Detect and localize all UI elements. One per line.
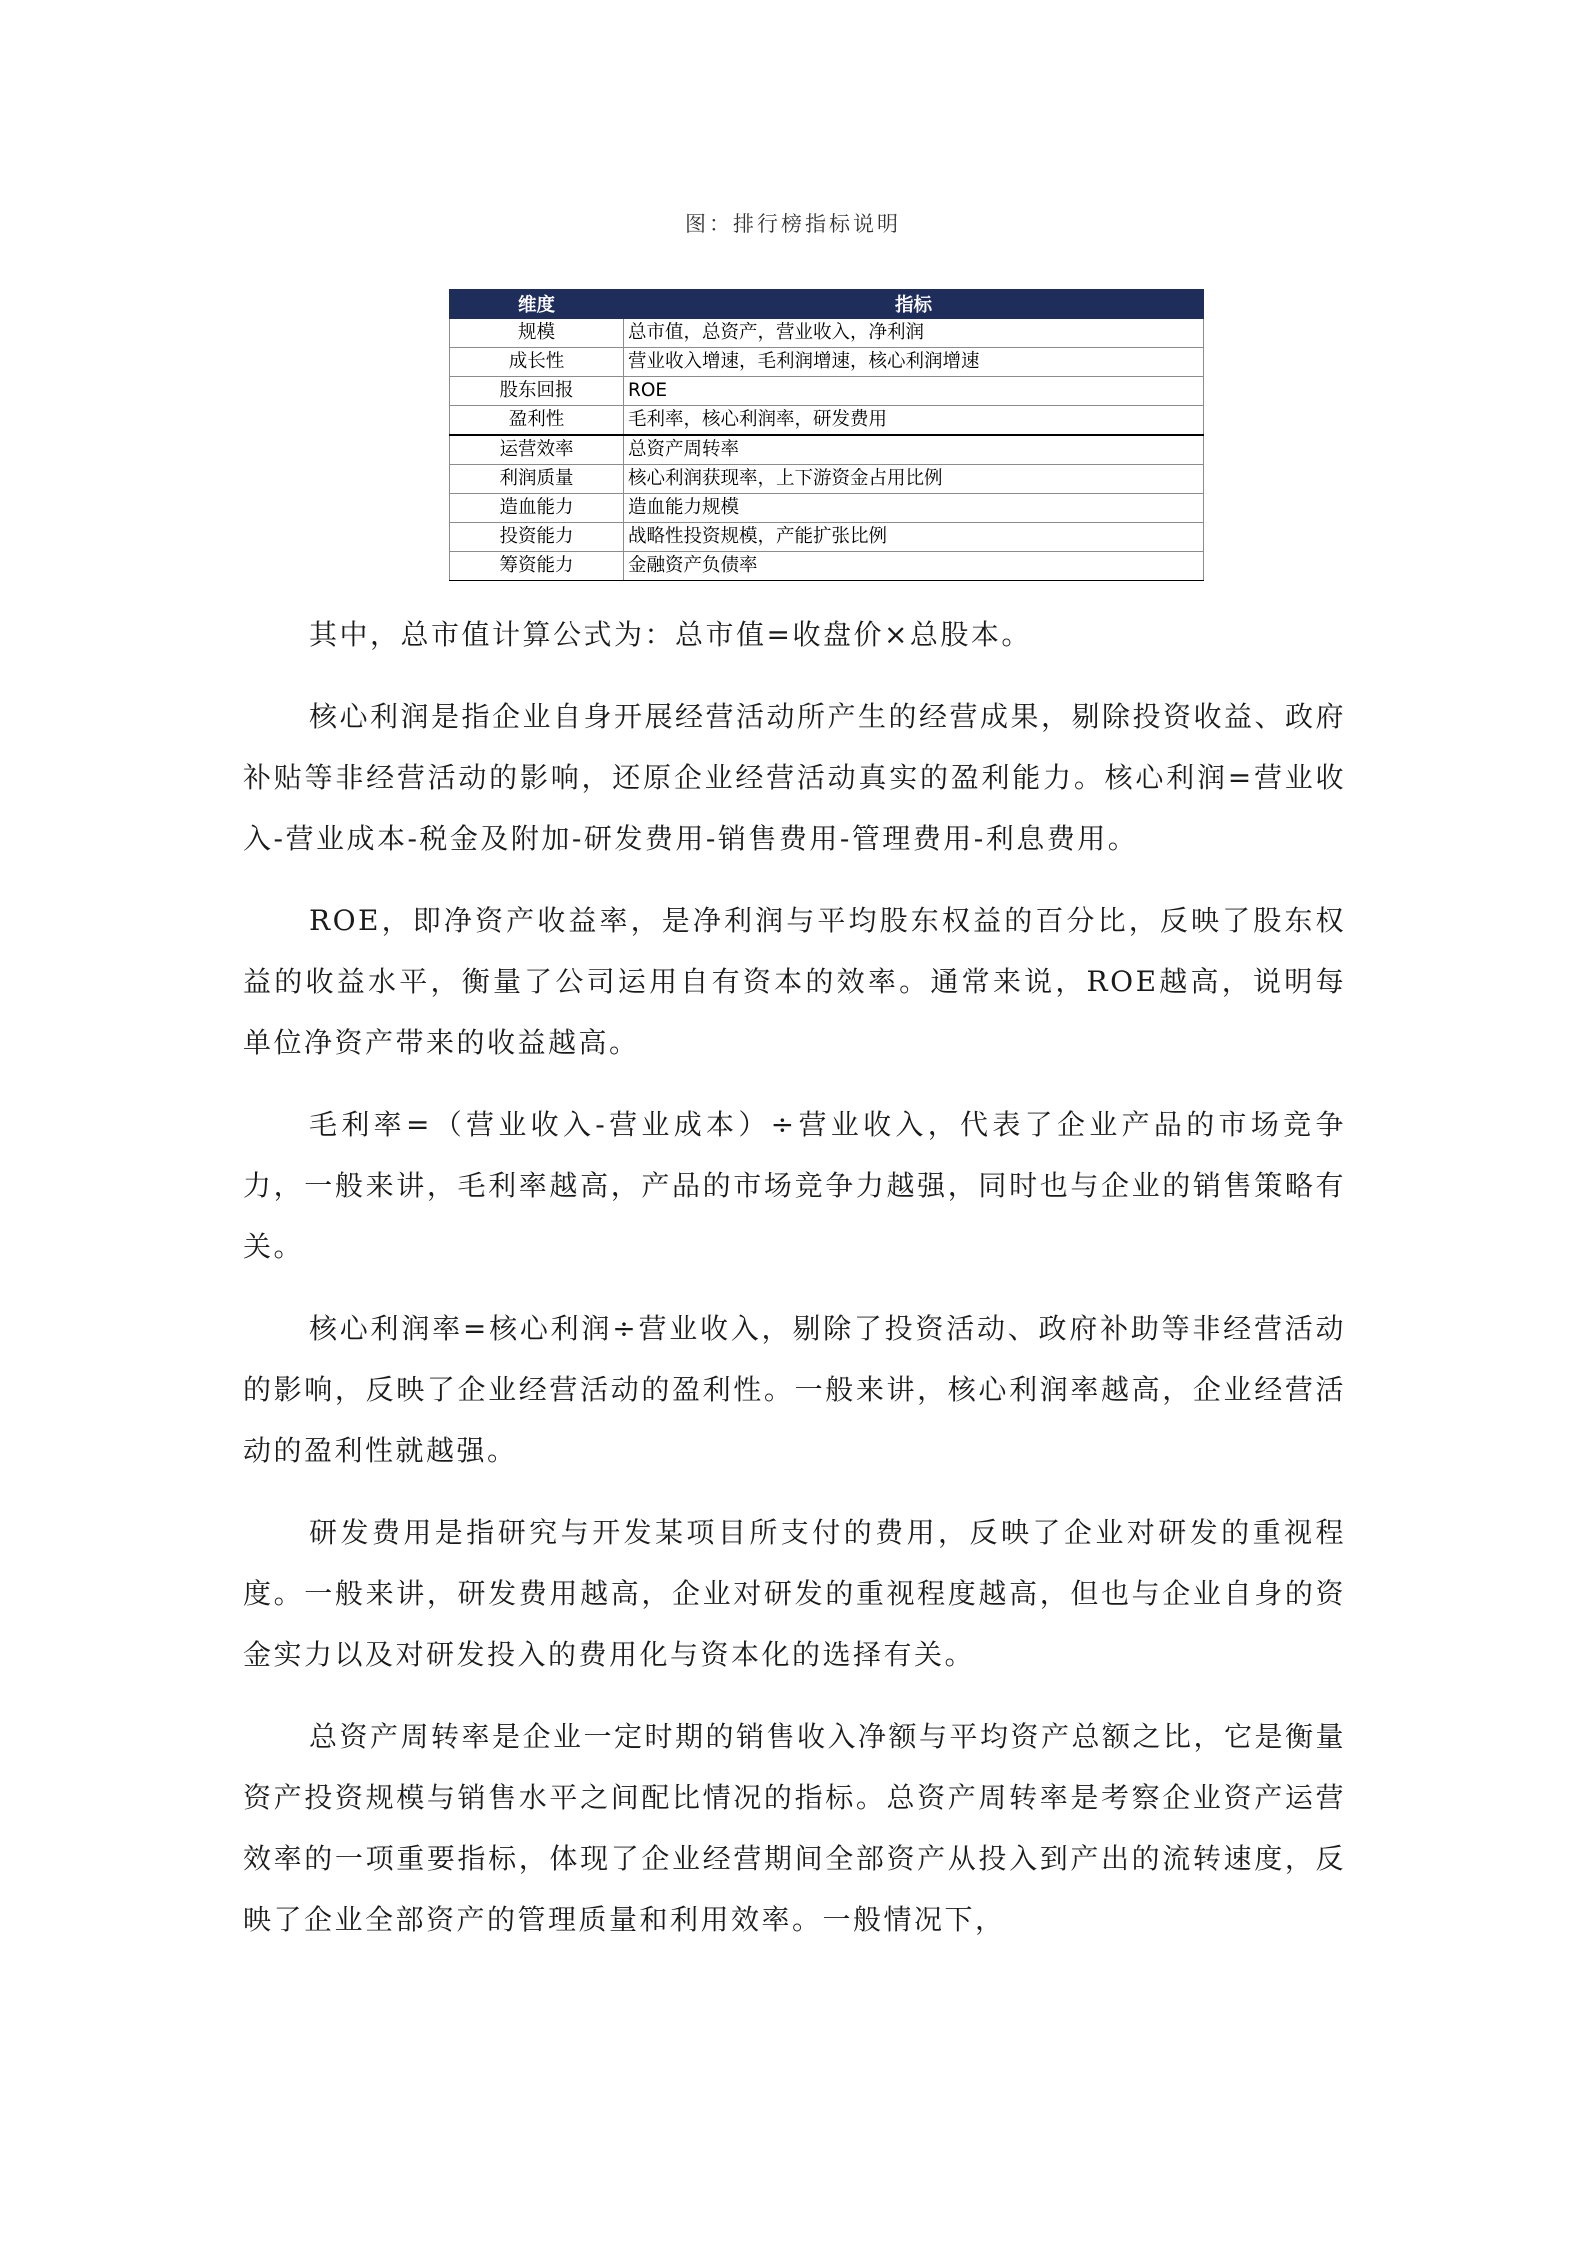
- dimension-cell: 股东回报: [450, 377, 624, 406]
- table-row: [450, 319, 1204, 348]
- paragraph-core-profit-margin: 核心利润率=核心利润÷营业收入，剔除了投资活动、政府补助等非经营活动的影响，反映了企业经营活动的盈利性。一般来讲，核心利润率越高，企业经营活动的盈利性就越强。: [243, 1312, 1346, 1467]
- paragraph-gross-margin: 毛利率=（营业收入-营业成本）÷营业收入，代表了企业产品的市场竞争力，一般来讲，毛利率越高，产品的市场竞争力越强，同时也与企业的销售策略有关。: [243, 1108, 1346, 1263]
- metrics-cell: ROE: [624, 377, 1204, 406]
- table-row: [450, 494, 1204, 523]
- metrics-table: [449, 289, 1204, 581]
- header-dimension: 维度: [450, 290, 624, 319]
- paragraph-market-cap: 其中，总市值计算公式为：总市值=收盘价×总股本。: [309, 618, 1032, 651]
- paragraph-rd-expense: 研发费用是指研究与开发某项目所支付的费用，反映了企业对研发的重视程度。一般来讲，研发费用越高，企业对研发的重视程度越高，但也与企业自身的资金实力以及对研发投入的费用化与资本化的选择有关。: [243, 1516, 1346, 1671]
- metrics-cell: 造血能力规模: [624, 494, 1204, 523]
- paragraph-asset-turnover: 总资产周转率是企业一定时期的销售收入净额与平均资产总额之比，它是衡量资产投资规模与销售水平之间配比情况的指标。总资产周转率是考察企业资产运营效率的一项重要指标，体现了企业经营期间全部资产从投入到产出的流转速度，反映了企业全部资产的管理质量和利用效率。一般情况下，: [243, 1720, 1347, 1936]
- table-row: [450, 348, 1204, 377]
- dimension-cell: 成长性: [450, 348, 624, 377]
- metrics-cell: 核心利润获现率，上下游资金占用比例: [624, 465, 1204, 494]
- table-row: [450, 406, 1204, 436]
- metrics-cell: 战略性投资规模，产能扩张比例: [624, 523, 1204, 552]
- dimension-cell: 造血能力: [450, 494, 624, 523]
- paragraph-core-profit: 核心利润是指企业自身开展经营活动所产生的经营成果，剔除投资收益、政府补贴等非经营活动的影响，还原企业经营活动真实的盈利能力。核心利润=营业收入-营业成本-税金及附加-研发费用-销售费用-管理费用-利息费用。: [243, 700, 1347, 855]
- figure-caption: 图：排行榜指标说明: [685, 212, 901, 236]
- metrics-cell: 营业收入增速，毛利润增速，核心利润增速: [624, 348, 1204, 377]
- table-row: [450, 377, 1204, 406]
- dimension-cell: 投资能力: [450, 523, 624, 552]
- header-metrics: 指标: [624, 290, 1204, 319]
- paragraph-roe: ROE，即净资产收益率，是净利润与平均股东权益的百分比，反映了股东权益的收益水平，衡量了公司运用自有资本的效率。通常来说，ROE越高，说明每单位净资产带来的收益越高。: [243, 904, 1346, 1059]
- dimension-cell: 利润质量: [450, 465, 624, 494]
- metrics-cell: 总资产周转率: [624, 435, 1204, 465]
- table-header-row: [450, 290, 1204, 319]
- table-row: [450, 465, 1204, 494]
- metrics-cell: 金融资产负债率: [624, 552, 1204, 581]
- metrics-cell: 总市值，总资产，营业收入，净利润: [624, 319, 1204, 348]
- dimension-cell: 盈利性: [450, 406, 624, 436]
- metrics-table-container: [449, 289, 1204, 581]
- table-row: [450, 552, 1204, 581]
- dimension-cell: 筹资能力: [450, 552, 624, 581]
- dimension-cell: 运营效率: [450, 435, 624, 465]
- table-row: [450, 435, 1204, 465]
- dimension-cell: 规模: [450, 319, 624, 348]
- body-text: [243, 604, 1346, 1971]
- metrics-cell: 毛利率，核心利润率，研发费用: [624, 406, 1204, 436]
- table-row: [450, 523, 1204, 552]
